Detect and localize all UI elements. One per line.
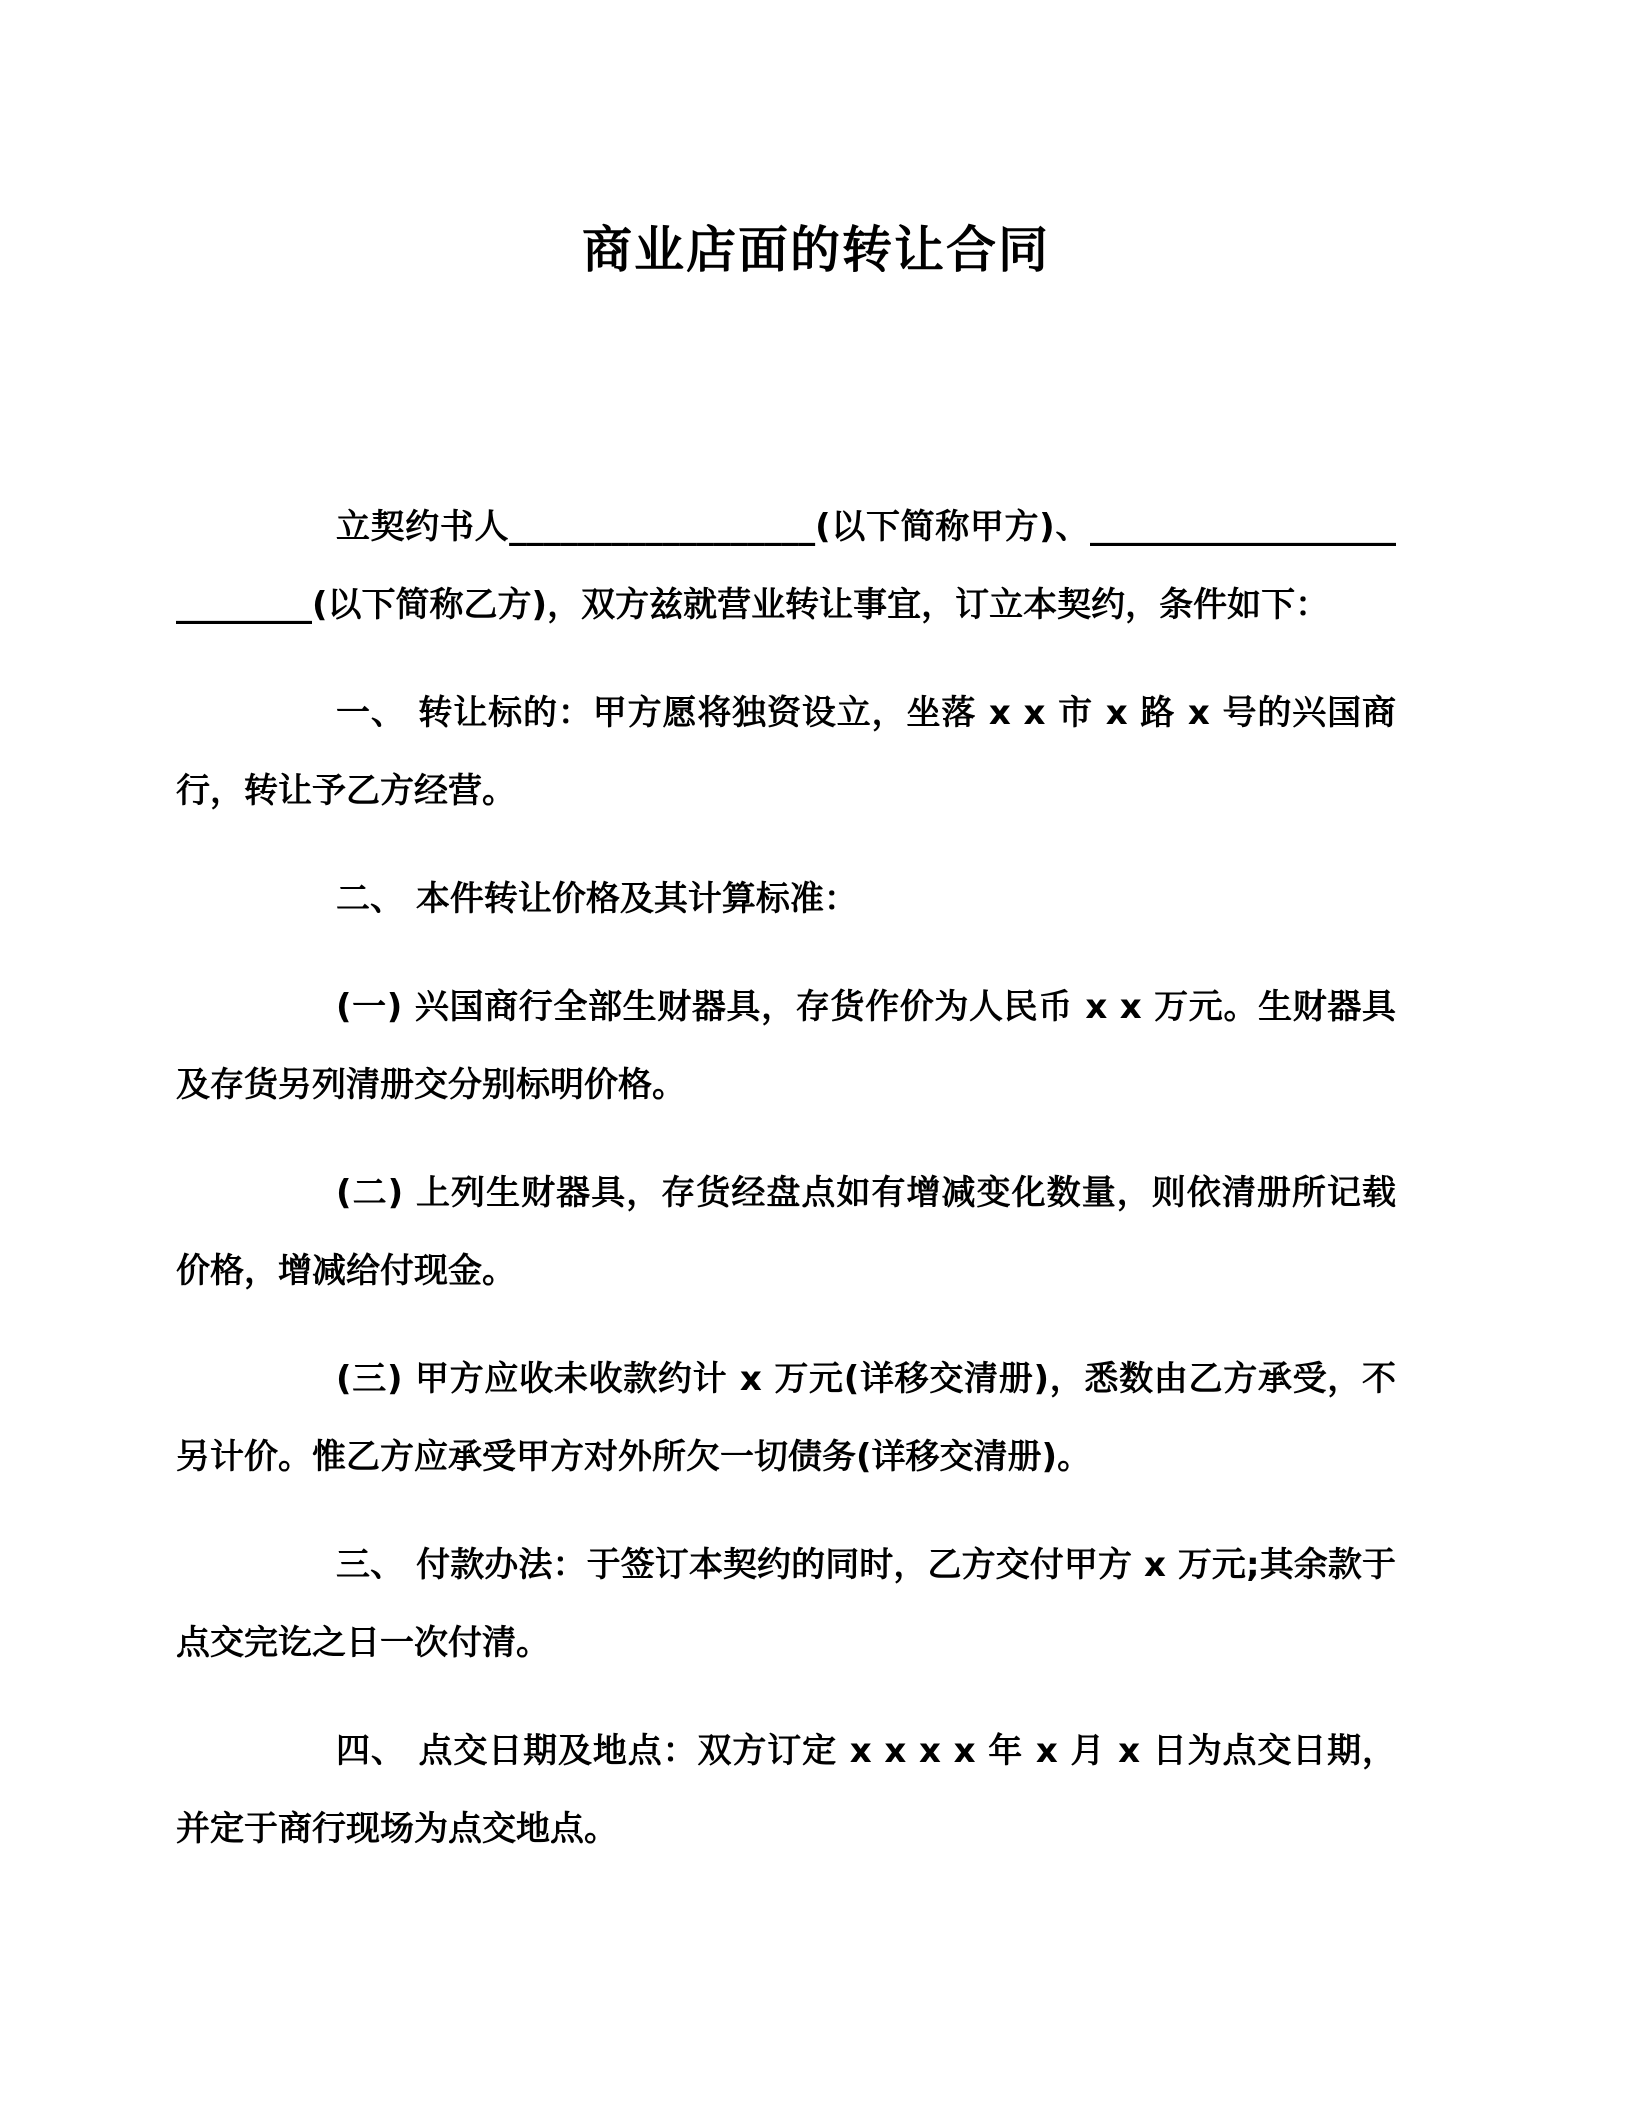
document-body [176, 488, 1396, 1868]
paragraph-clause-3: 三、 付款办法：于签订本契约的同时，乙方交付甲方 x 万元;其余款于点交完讫之日一次付清。 [176, 1545, 1396, 1663]
paragraph-clause-2: 二、 本件转让价格及其计算标准： [336, 879, 858, 919]
document-title: 商业店面的转让合同 [582, 221, 1050, 279]
paragraph-clause-4: 四、 点交日期及地点：双方订定 x x x x 年 x 月 x 日为点交日期，并定于商行现场为点交地点。 [176, 1731, 1396, 1849]
paragraph-clause-2-1: (一) 兴国商行全部生财器具，存货作价为人民币 x x 万元。生财器具及存货另列清册交分别标明价格。 [176, 987, 1396, 1105]
paragraph-intro: 立契约书人__________________(以下简称甲方)、__________________________(以下简称乙方)，双方兹就营业转让事宜，订立本契约，条件如下： [176, 507, 1396, 625]
paragraph-clause-2-3: (三) 甲方应收未收款约计 x 万元(详移交清册)，悉数由乙方承受，不另计价。惟乙方应承受甲方对外所欠一切债务(详移交清册)。 [176, 1359, 1396, 1477]
paragraph-clause-1: 一、 转让标的：甲方愿将独资设立，坐落 x x 市 x 路 x 号的兴国商行，转让予乙方经营。 [176, 693, 1396, 811]
paragraph-clause-2-2: (二) 上列生财器具，存货经盘点如有增减变化数量，则依清册所记载价格，增减给付现金。 [176, 1173, 1396, 1291]
